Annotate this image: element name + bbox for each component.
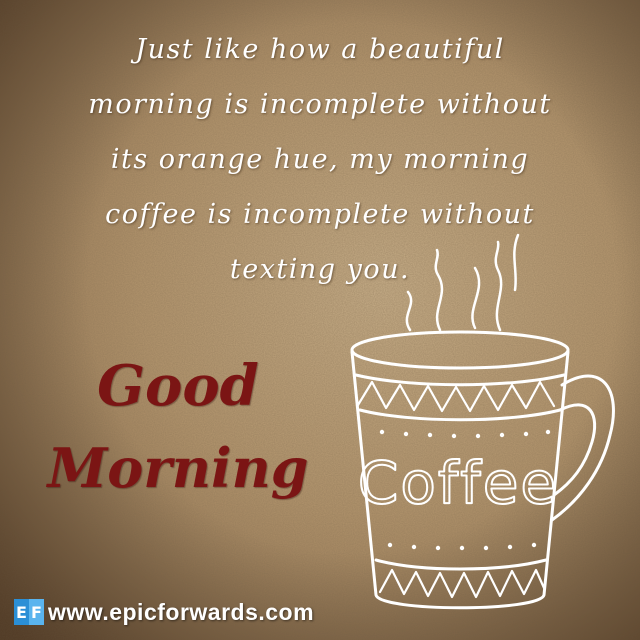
greeting-morning: Morning	[47, 436, 309, 500]
epicforwards-logo-icon	[14, 599, 44, 625]
quote-line: its orange hue, my morning	[110, 144, 530, 175]
quote-line: coffee is incomplete without	[105, 199, 535, 230]
steam-icon	[407, 235, 518, 330]
coffee-mug-icon	[340, 220, 640, 640]
logo-letter-f: F	[29, 599, 44, 625]
logo-letter-e: E	[14, 599, 29, 625]
quote-line: morning is incomplete without	[88, 89, 552, 120]
greeting-good: Good	[97, 353, 259, 419]
quote-line: Just like how a beautiful	[135, 34, 505, 65]
watermark-url: www.epicforwards.com	[48, 598, 315, 625]
mug-label: Coffee	[357, 449, 559, 517]
quote-line: texting you.	[229, 254, 411, 285]
watermark	[14, 598, 314, 626]
